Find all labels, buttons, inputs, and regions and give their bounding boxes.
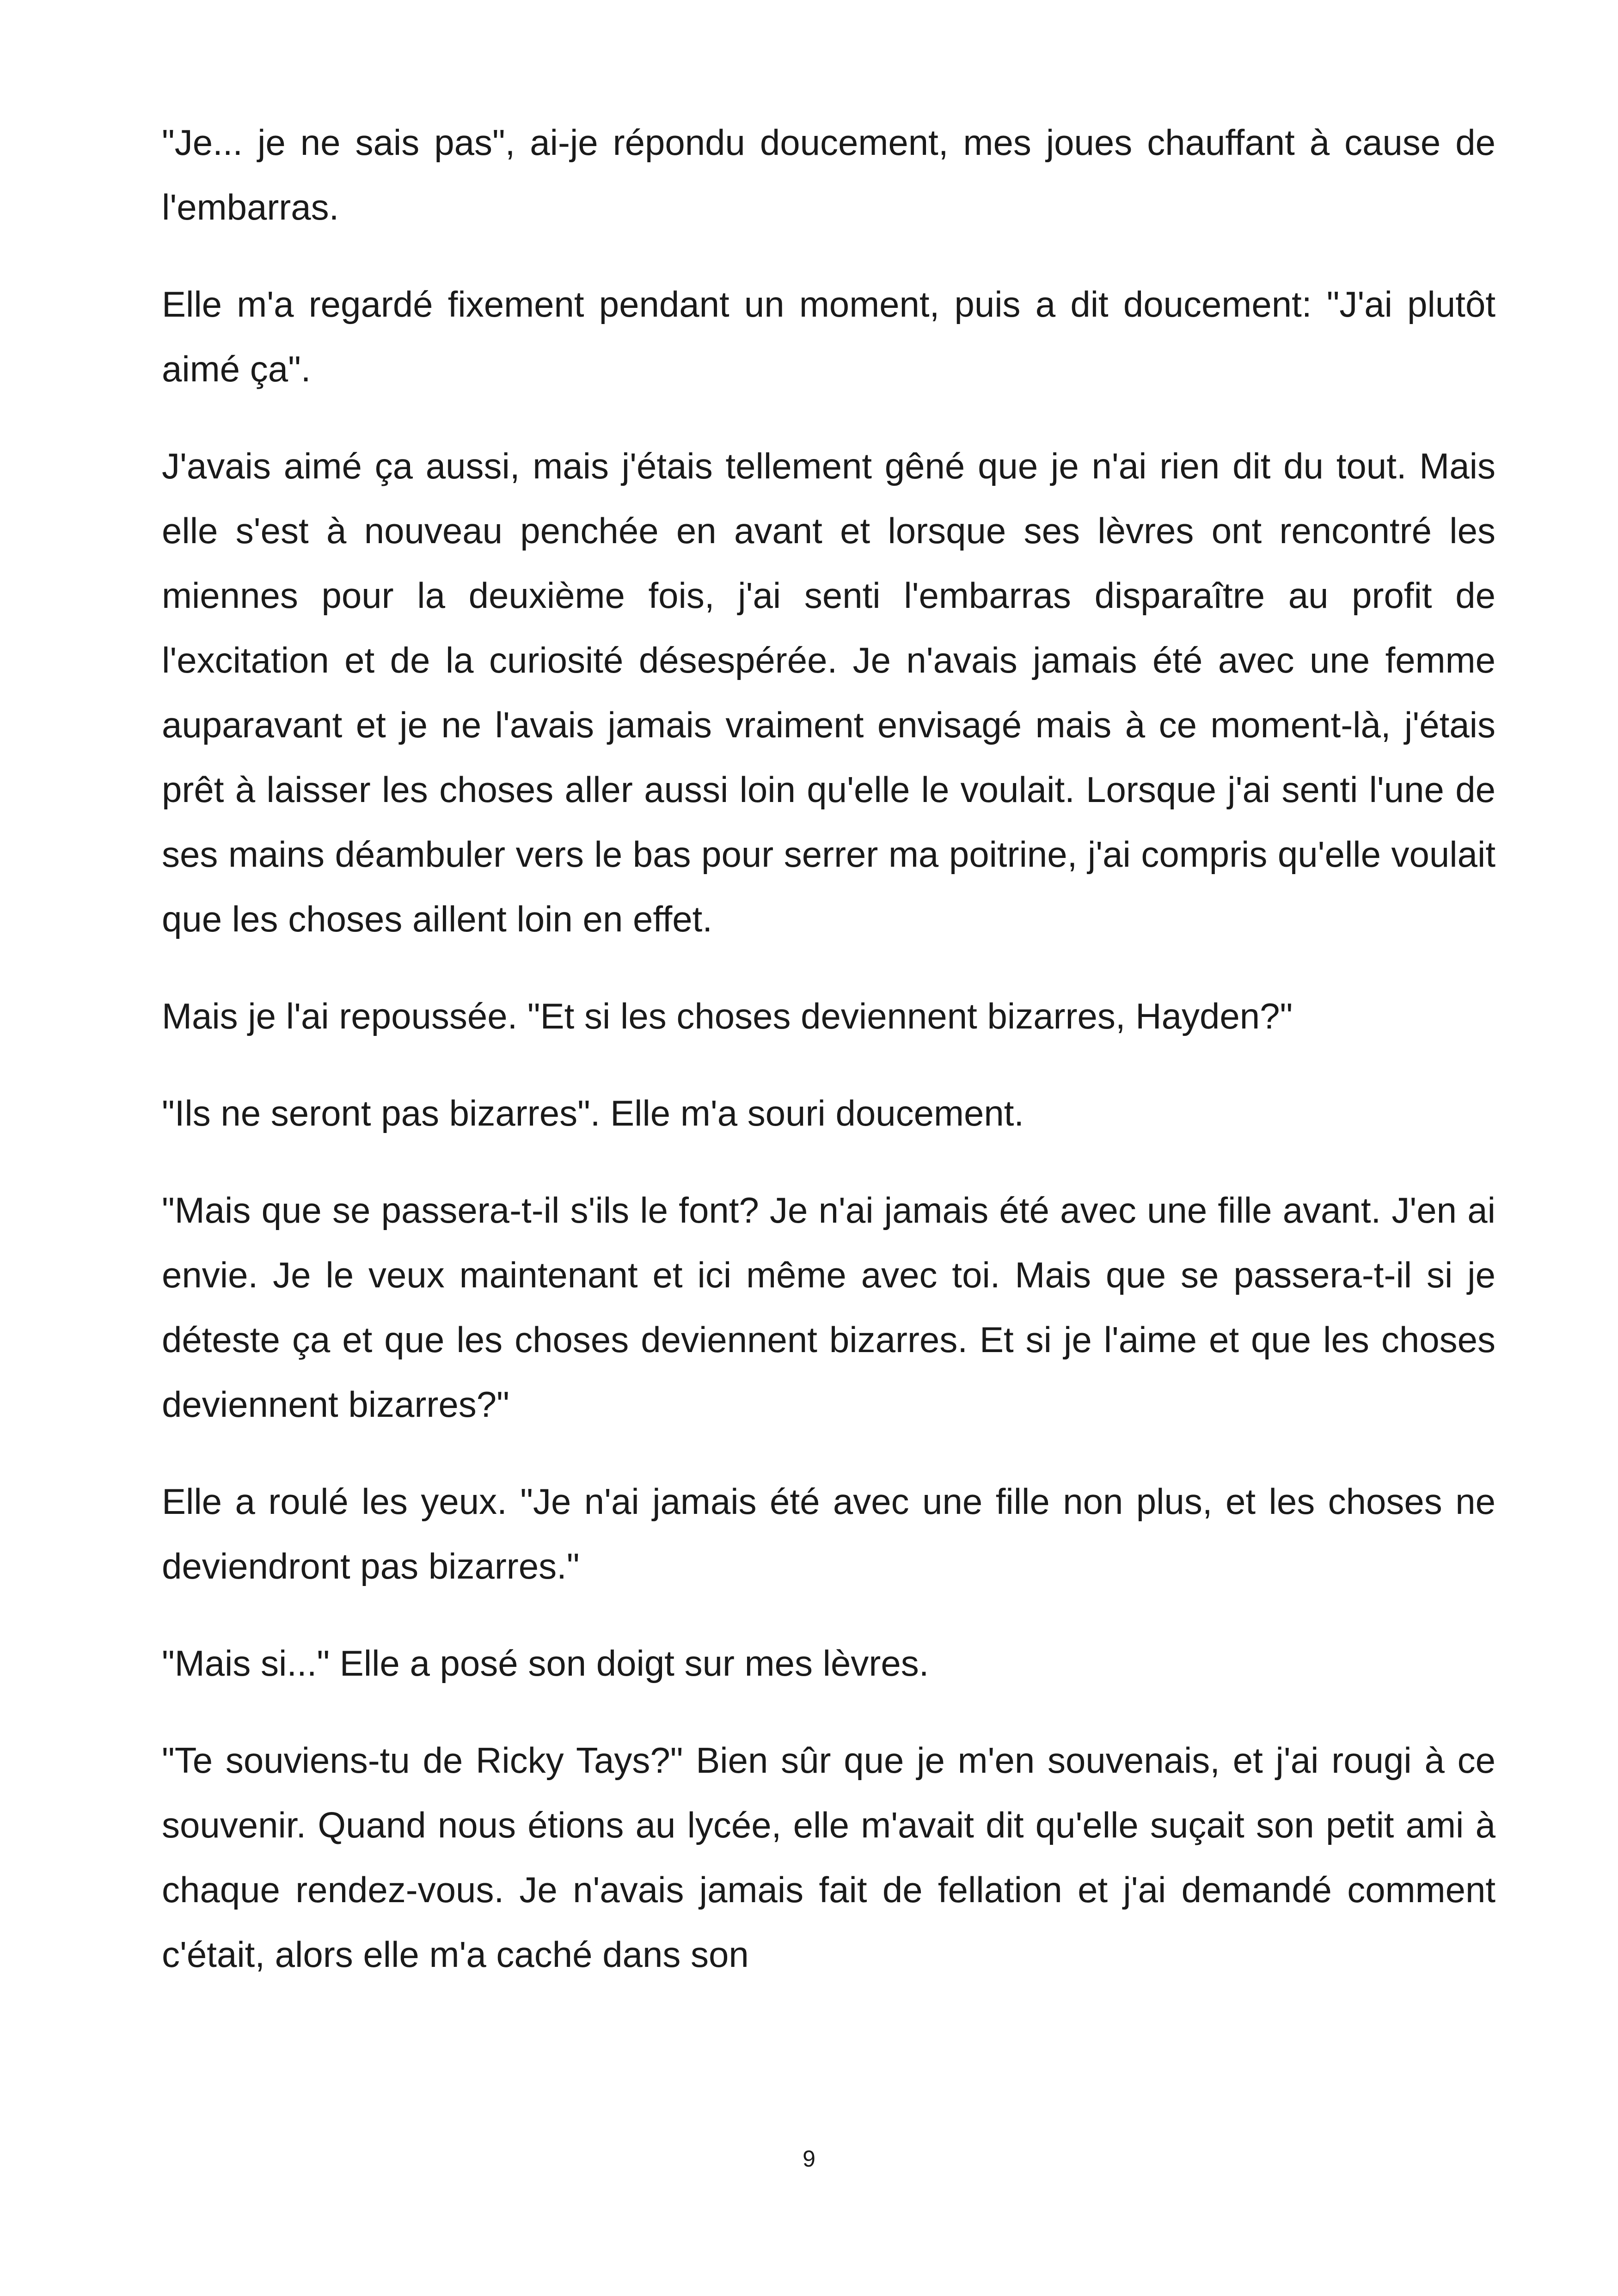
paragraph: "Mais que se passera-t-il s'ils le font? Je n'ai jamais été avec une fille avant. J'en ai envie. Je le veux maintenant et ici même avec toi. Mais que se passera-t-il si je déteste ça et que les choses deviennent bizarres. Et si je l'aime et que les choses deviennent bizarres?" [162,1190,1495,1425]
paragraph: Mais je l'ai repoussée. "Et si les choses deviennent bizarres, Hayden?" [162,996,1293,1036]
paragraph: "Ils ne seront pas bizarres". Elle m'a souri doucement. [162,1093,1024,1133]
paragraph: J'avais aimé ça aussi, mais j'étais tellement gêné que je n'ai rien dit du tout. Mais elle s'est à nouveau penchée en avant et lorsque ses lèvres ont rencontré les miennes pour la deuxième fois, j'ai senti l'embarras disparaître au profit de l'excitation et de la curiosité désespérée. Je n'avais jamais été avec une femme auparavant et je ne l'avais jamais vraiment envisagé mais à ce moment-là, j'étais prêt à laisser les choses aller aussi loin qu'elle le voulait. Lorsque j'ai senti l'une de ses mains déambuler vers le bas pour serrer ma poitrine, j'ai compris qu'elle voulait que les choses aillent loin en effet. [162,446,1495,939]
paragraph: "Mais si..." Elle a posé son doigt sur mes lèvres. [162,1643,929,1684]
body-text [162,110,1495,2019]
paragraph: "Te souviens-tu de Ricky Tays?" Bien sûr que je m'en souvenais, et j'ai rougi à ce souvenir. Quand nous étions au lycée, elle m'avait dit qu'elle suçait son petit ami à chaque rendez-vous. Je n'avais jamais fait de fellation et j'ai demandé comment c'était, alors elle m'a caché dans son [162,1740,1495,1975]
page-number: 9 [803,2146,815,2172]
paragraph: Elle m'a regardé fixement pendant un moment, puis a dit doucement: "J'ai plutôt aimé ça". [162,284,1495,389]
paragraph: "Je... je ne sais pas", ai-je répondu doucement, mes joues chauffant à cause de l'embarras. [162,122,1495,227]
paragraph: Elle a roulé les yeux. "Je n'ai jamais été avec une fille non plus, et les choses ne deviendront pas bizarres." [162,1481,1495,1586]
